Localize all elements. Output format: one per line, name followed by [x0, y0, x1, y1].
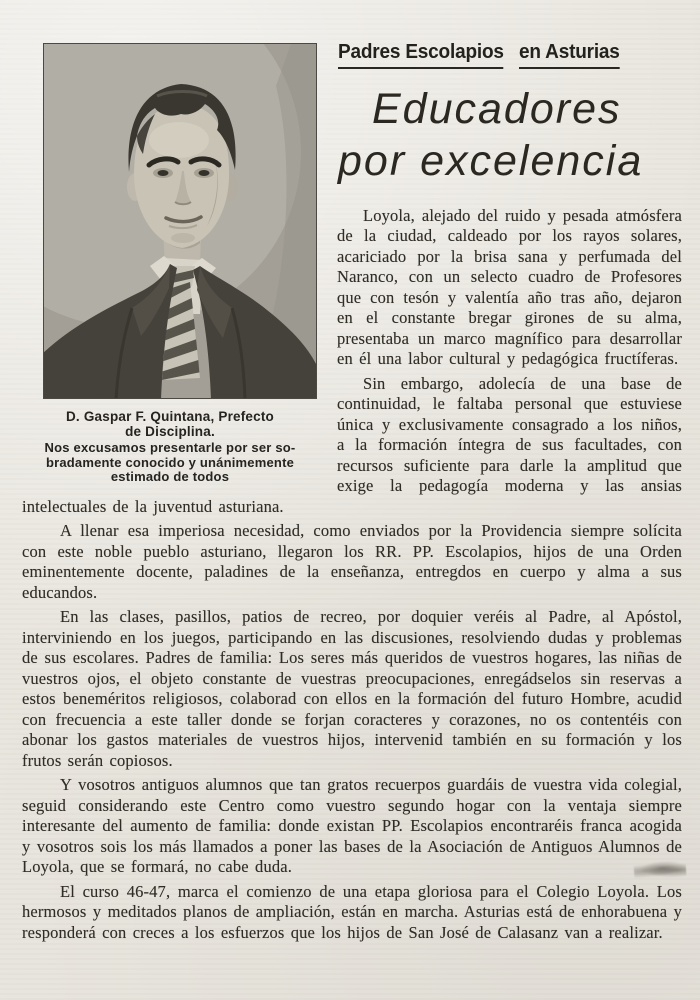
headline-line-2: por excelencia: [338, 137, 644, 186]
photo-caption-title: [22, 409, 318, 439]
photo-caption-note: [22, 441, 318, 485]
head-block: [338, 41, 682, 188]
masthead: [338, 41, 682, 69]
masthead-segment-2: en Asturias: [519, 41, 620, 69]
masthead-segment-1: Padres Escolapios: [338, 41, 504, 69]
paragraph-5: Y vosotros antiguos alumnos que tan gratos recuerpos guardáis de vuestra vida colegial, seguid considerando este Centro como vuestro segundo hogar con la ventaja siempre interesante del aumento de familia: donde existan PP. Escolapios encontraréis franca acogida y vosotros sois los más llamados a poner las bases de la Asociación de Antiguos Alumnos de Loyola, que se formará, no cabe duda.: [22, 775, 682, 877]
caption-note-line: estimado de todos: [110, 469, 230, 484]
caption-title-line: D. Gaspar F. Quintana, Prefecto: [65, 409, 274, 424]
paragraph-3: A llenar esa imperiosa necesidad, como enviados por la Providencia siempre solícita con este noble pueblo asturiano, llegaron los RR. PP. Escolapios, hijos de una Orden eminentemente docente, paladines de la enseñanza, entregdos en cuerpo y alma a sus educandos.: [22, 521, 682, 602]
caption-note-line: Nos excusamos presentarle por ser so-: [44, 440, 296, 455]
caption-note-line: bradamente conocido y unánimemente: [45, 454, 295, 470]
photo-caption: [22, 409, 318, 485]
portrait-photo: [43, 43, 317, 399]
caption-title-line: de Disciplina.: [125, 424, 215, 439]
photo-block: [22, 43, 318, 485]
paragraph-2: Sin embargo, adolecía de una base de continuidad, le faltaba personal que estuviese única y exclusivamente consagrado a los niños, a la formación íntegra de sus facultades, con recursos suficiente para darle la amplitud que exige la pedagogía moderna y las ansias intelectuales de la juventud asturiana.: [22, 373, 682, 516]
headline-line-1: Educadores: [372, 85, 622, 133]
paragraph-4: En las clases, pasillos, patios de recreo, por doquier veréis al Padre, al Apóstol, interviniendo en los juegos, participando en las discusiones, resolviendo dudas y problemas de sus escolares. Padres de familia: Los seres más queridos de vuestros hogares, las niñas de vuestros ojos, el objeto constante de vuestras preocupaciones, enregádselos sin reservas a estos beneméritos religiosos, colaborad con ellos en la formación del futuro Hombre, acudid con frecuencia a este taller donde se forjan coracteres y corazones, no os contentéis con abonar los gastos materiales de vuestros hijos, intervenid también en su formación y los frutos serán copiosos.: [22, 607, 682, 770]
paragraph-1: Loyola, alejado del ruido y pesada atmósfera de la ciudad, caldeado por los rayos solares, acariciado por la brisa sana y perfumada del Naranco, con un selecto cuadro de Profesores que con tesón y valentía año tras año, dejaron en el constante bregar girones de su alma, presentaba un marco magnífico para desarrollar en él una labor cultural y pedagógica fructíferas.: [337, 205, 682, 369]
paragraph-6: El curso 46-47, marca el comienzo de una etapa gloriosa para el Colegio Loyola. Los hermosos y meditados planos de ampliación, están en marcha. Asturias está de enhorabuena y responderá con creces a los esfuerzos que los hijos de San José de Calasanz van a realizar.: [22, 881, 682, 942]
portrait-illustration: [44, 44, 316, 398]
headline: [338, 83, 682, 188]
